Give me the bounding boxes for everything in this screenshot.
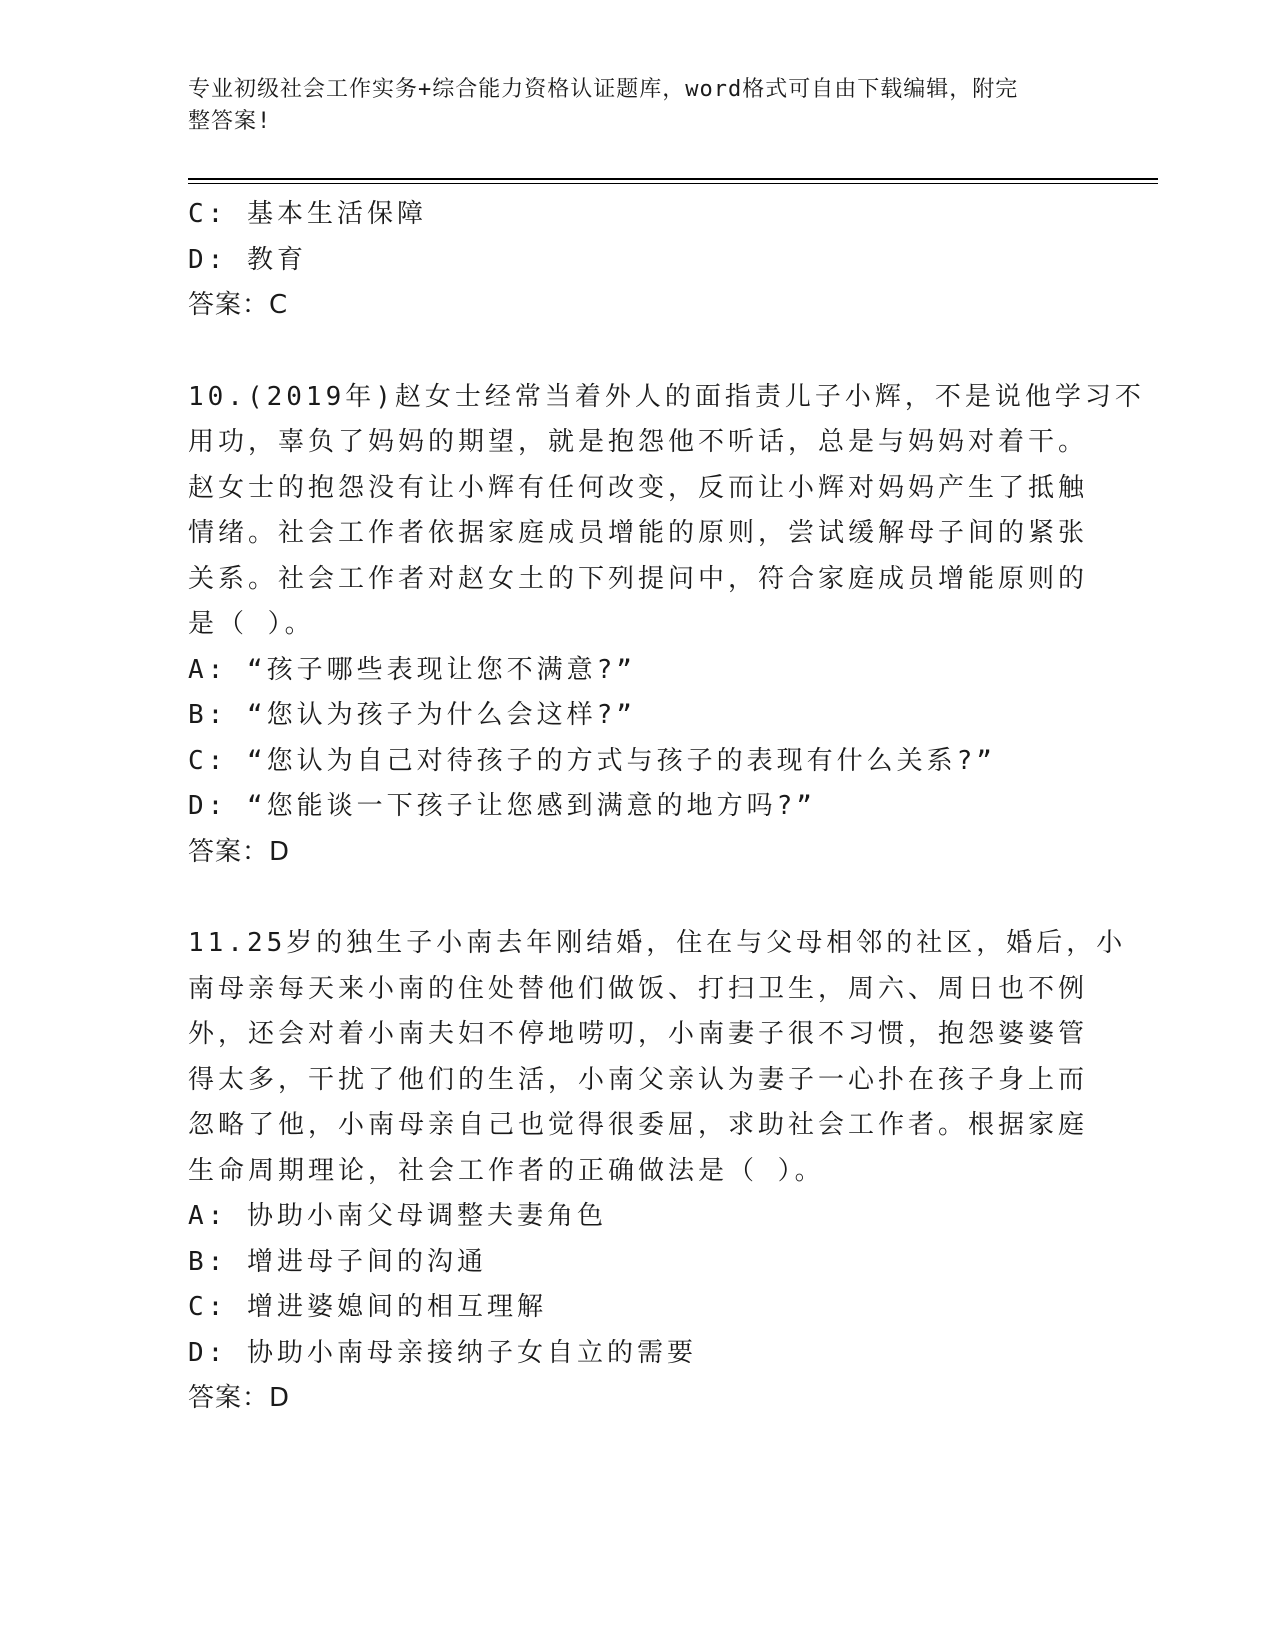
header-line-1: 专业初级社会工作实务+综合能力资格认证题库，word格式可自由下载编辑，附完 bbox=[188, 77, 1019, 102]
previous-question-tail bbox=[188, 192, 1088, 329]
header-rule-thin bbox=[188, 183, 1158, 184]
question-stem-line: 情绪。社会工作者依据家庭成员增能的原则，尝试缓解母子间的紧张 bbox=[188, 518, 1089, 548]
question-stem-line: 外，还会对着小南夫妇不停地唠叨，小南妻子很不习惯，抱怨婆婆管 bbox=[188, 1019, 1089, 1049]
option-c: C: “您认为自己对待孩子的方式与孩子的表现有什么关系?” bbox=[188, 745, 996, 776]
option-c: C: 基本生活保障 bbox=[188, 199, 427, 229]
option-c: C: 增进婆媳间的相互理解 bbox=[188, 1292, 547, 1322]
option-b: B: 增进母子间的沟通 bbox=[188, 1246, 487, 1277]
header-rule-thick bbox=[188, 178, 1158, 180]
answer-line: 答案：D bbox=[188, 1383, 291, 1413]
question-10 bbox=[188, 375, 1145, 876]
question-stem-line: 生命周期理论，社会工作者的正确做法是（ ）。 bbox=[188, 1155, 825, 1186]
question-stem-line: 是（ ）。 bbox=[188, 609, 315, 639]
question-stem-line: 南母亲每天来小南的住处替他们做饭、打扫卫生，周六、周日也不例 bbox=[188, 973, 1089, 1004]
spacer bbox=[188, 875, 1088, 921]
question-11 bbox=[188, 921, 1127, 1422]
question-stem-line: 用功，辜负了妈妈的期望，就是抱怨他不听话，总是与妈妈对着干。 bbox=[188, 427, 1089, 457]
answer-line: 答案：C bbox=[188, 290, 289, 320]
question-stem-line: 赵女士的抱怨没有让小辉有任何改变，反而让小辉对妈妈产生了抵触 bbox=[188, 472, 1089, 503]
document-body bbox=[188, 192, 1145, 1422]
option-d: D: 协助小南母亲接纳子女自立的需要 bbox=[188, 1337, 697, 1368]
question-stem-line: 10.(2019年)赵女士经常当着外人的面指责儿子小辉，不是说他学习不 bbox=[188, 381, 1145, 412]
answer-line: 答案：D bbox=[188, 836, 291, 867]
option-b: B: “您认为孩子为什么会这样?” bbox=[188, 700, 636, 730]
document-header bbox=[188, 74, 1088, 138]
option-d: D: 教育 bbox=[188, 244, 307, 275]
question-stem-line: 11.25岁的独生子小南去年刚结婚，住在与父母相邻的社区，婚后，小 bbox=[188, 928, 1127, 958]
option-a: A: 协助小南父母调整夫妻角色 bbox=[188, 1201, 607, 1231]
option-d: D: “您能谈一下孩子让您感到满意的地方吗?” bbox=[188, 791, 816, 821]
header-line-2: 整答案! bbox=[188, 109, 272, 134]
spacer bbox=[188, 329, 1088, 375]
question-stem-line: 忽略了他，小南母亲自己也觉得很委屈，求助社会工作者。根据家庭 bbox=[188, 1110, 1089, 1140]
question-stem-line: 关系。社会工作者对赵女土的下列提问中，符合家庭成员增能原则的 bbox=[188, 563, 1089, 594]
question-stem-line: 得太多，干扰了他们的生活，小南父亲认为妻子一心扑在孩子身上而 bbox=[188, 1064, 1089, 1095]
option-a: A: “孩子哪些表现让您不满意?” bbox=[188, 654, 636, 685]
